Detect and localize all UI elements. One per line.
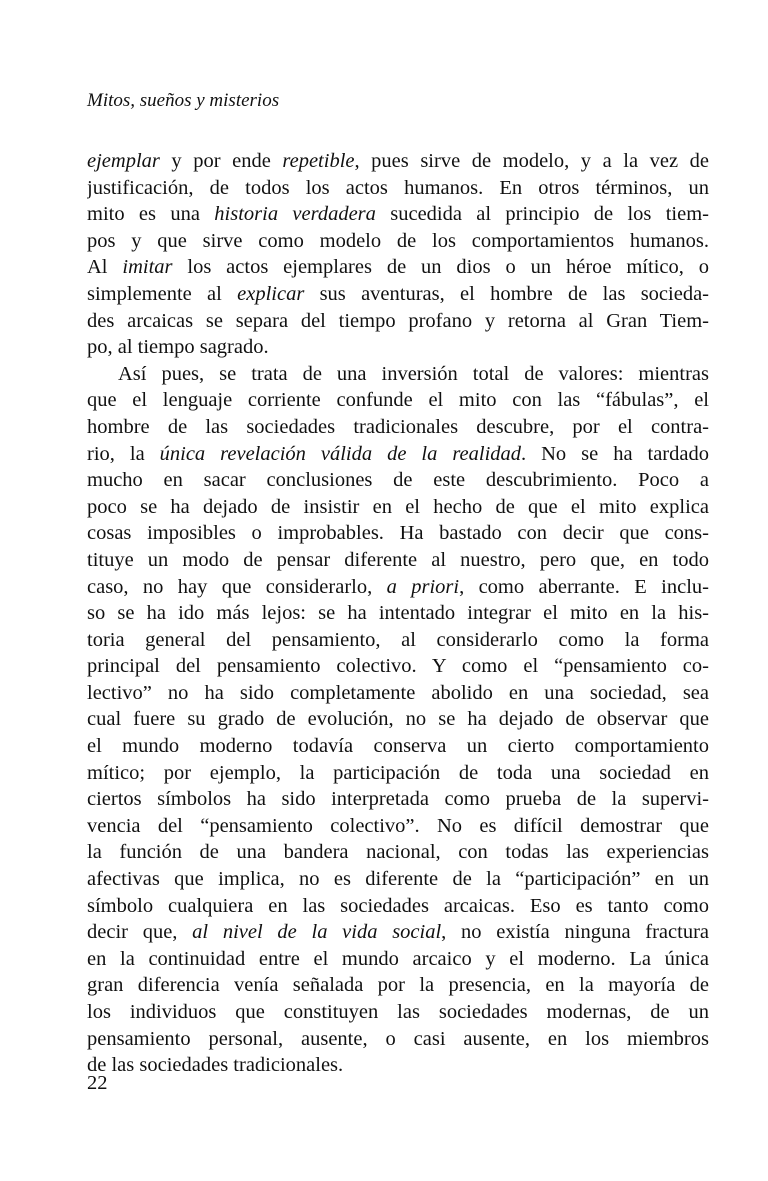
text-run: y por ende [159, 150, 283, 172]
text-line [87, 760, 709, 787]
text-run: símbolo cualquiera en las sociedades arcaicas. Eso es tanto como [87, 894, 709, 917]
text-run: , pues sirve de modelo, y a la vez de [354, 150, 709, 172]
text-line [87, 813, 709, 840]
text-run: mucho en sacar conclusiones de este descubrimiento. Poco a [87, 469, 709, 492]
text-line [87, 574, 709, 601]
text-run: rio, la [87, 442, 160, 465]
text-run: cual fuere su grado de evolución, no se ha dejado de observar que [87, 708, 709, 731]
text-line [87, 441, 709, 468]
text-run: cosas imposibles o improbables. Ha bastado con decir que cons- [87, 522, 709, 545]
text-run: pensamiento personal, ausente, o casi ausente, en los miembros [87, 1027, 709, 1050]
italic-text: repetible [282, 150, 355, 172]
text-run: Al [87, 256, 123, 279]
text-line [87, 387, 709, 414]
text-line [87, 520, 709, 547]
text-run: so se ha ido más lejos: se ha intentado integrar el mito en la his- [87, 602, 709, 625]
text-run: los actos ejemplares de un dios o un héroe mítico, o [172, 256, 709, 279]
text-line [87, 627, 709, 654]
text-run: lectivo” no ha sido completamente abolido en una sociedad, sea [87, 681, 709, 704]
text-line [87, 946, 709, 973]
text-line [87, 334, 709, 361]
text-run: justificación, de todos los actos humanos. En otros términos, un [87, 176, 709, 199]
text-run: , como aberrante. E inclu- [459, 575, 709, 598]
text-run: sus aventuras, el hombre de las socieda- [304, 282, 709, 305]
text-line [87, 706, 709, 733]
text-line [87, 148, 709, 175]
text-run: los individuos que constituyen las sociedades modernas, de un [87, 1001, 709, 1023]
text-run: decir que, [87, 921, 193, 944]
text-line [87, 281, 709, 308]
text-line [87, 1026, 709, 1053]
text-run: vencia del “pensamiento colectivo”. No es difícil demostrar que [87, 814, 709, 837]
text-run: Así pues, se trata de una inversión total de valores: mientras [118, 362, 709, 385]
text-line [87, 414, 709, 441]
text-line [87, 494, 709, 521]
text-line [87, 175, 709, 202]
text-line [87, 600, 709, 627]
text-run: caso, no hay que considerarlo, [87, 575, 387, 598]
italic-text: historia verdadera [214, 203, 376, 226]
text-line [87, 999, 709, 1026]
text-run: gran diferencia venía señalada por la presencia, en la mayoría de [87, 974, 709, 997]
text-line [87, 680, 709, 707]
text-run: afectivas que implica, no es diferente de la “participación” en un [87, 868, 709, 891]
text-line [87, 547, 709, 574]
text-run: . No se ha tardado [521, 442, 709, 465]
text-line [87, 308, 709, 335]
text-run: que el lenguaje corriente confunde el mito con las “fábulas”, el [87, 389, 709, 412]
running-head: Mitos, sueños y misterios [87, 90, 280, 111]
italic-text: explicar [237, 282, 305, 305]
text-run: mítico; por ejemplo, la participación de toda una sociedad en [87, 761, 709, 784]
text-run: la función de una bandera nacional, con todas las experiencias [87, 841, 709, 864]
text-run: el mundo moderno todavía conserva un cierto comportamiento [87, 735, 709, 758]
text-run: sucedida al principio de los tiem- [375, 203, 709, 226]
text-line [87, 839, 709, 866]
italic-text: a priori [386, 575, 460, 598]
text-line [87, 653, 709, 680]
text-line [87, 201, 709, 228]
text-line [87, 228, 709, 255]
text-run: simplemente al [87, 282, 238, 305]
text-run: ciertos símbolos ha sido interpretada como prueba de la supervi- [87, 788, 709, 811]
text-run: , no existía ninguna fractura [441, 921, 709, 944]
text-line [87, 467, 709, 494]
text-line [87, 361, 709, 388]
text-run: po, al tiempo sagrado. [87, 336, 269, 359]
text-line [87, 972, 709, 999]
text-line [87, 786, 709, 813]
text-run: mito es una [87, 203, 215, 226]
text-line [87, 254, 709, 281]
text-run: tituye un modo de pensar diferente al nuestro, pero que, en todo [87, 548, 709, 571]
text-run: principal del pensamiento colectivo. Y como el “pensamiento co- [87, 655, 709, 678]
text-line [87, 1052, 709, 1079]
text-run: en la continuidad entre el mundo arcaico y el moderno. La única [87, 947, 709, 970]
italic-text: ejemplar [87, 150, 160, 172]
text-run: hombre de las sociedades tradicionales descubre, por el contra- [87, 415, 709, 438]
text-line [87, 893, 709, 920]
italic-text: al nivel de la vida social [192, 921, 442, 944]
text-line [87, 733, 709, 760]
page-number: 22 [87, 1072, 108, 1094]
text-line [87, 919, 709, 946]
text-run: pos y que sirve como modelo de los comportamientos humanos. [87, 229, 709, 252]
text-line [87, 866, 709, 893]
body-text [87, 148, 709, 1079]
text-run: des arcaicas se separa del tiempo profano y retorna al Gran Tiem- [87, 309, 709, 332]
text-run: poco se ha dejado de insistir en el hecho de que el mito explica [87, 495, 709, 518]
italic-text: imitar [122, 256, 173, 279]
text-run: toria general del pensamiento, al considerarlo como la forma [87, 628, 709, 651]
text-run: de las sociedades tradicionales. [87, 1054, 344, 1077]
italic-text: única revelación válida de la realidad [159, 442, 522, 465]
